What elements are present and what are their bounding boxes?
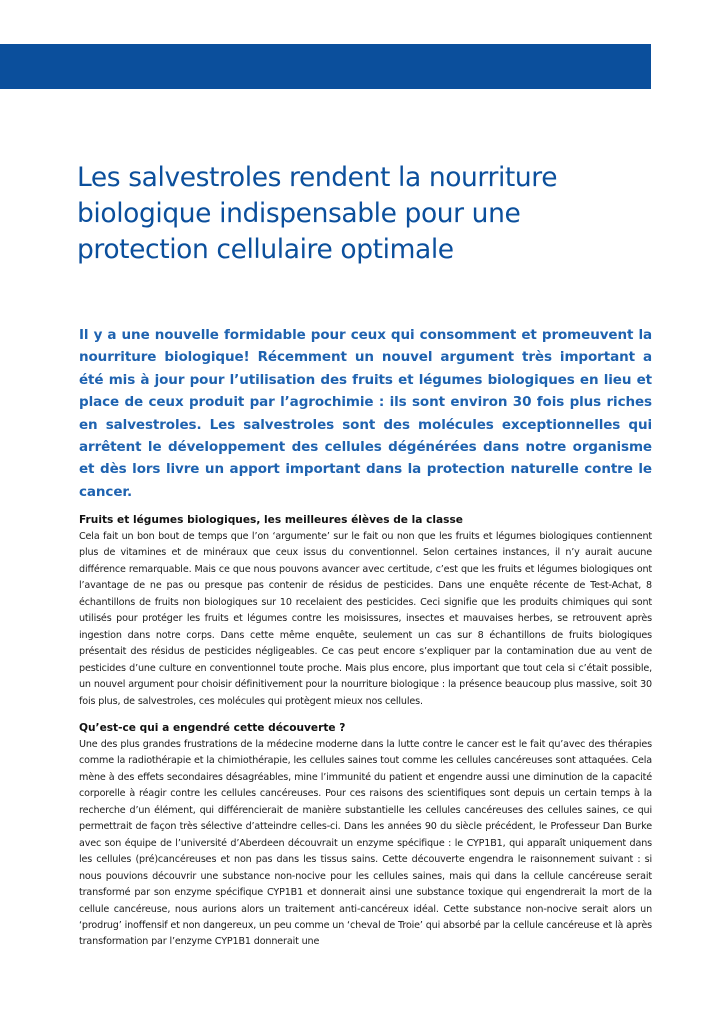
page-title: Les salvestroles rendent la nourriture biologique indispensable pour une protection cellulaire optimale bbox=[77, 162, 558, 265]
section-paragraph: Une des plus grandes frustrations de la médecine moderne dans la lutte contre le cancer est le fait qu’avec des thérapies comme la radiothérapie et la chimiothérapie, les cellules saines tout comme les cellules cancéreuses sont attaquées. Cela mène à des effets secondaires désagréables, mine l’immunité du patient et engendre aussi une diminution de la capacité corporelle à réagir contre les cellules cancéreuses. Pour ces raisons des scientifiques sont depuis un certain temps à la recherche d’un élément, qui différencierait de manière substantielle les cellules cancéreuses des cellules saines, ce qui permettrait de façon très sélective d’atteindre celles-ci. Dans les années 90 du siècle précédent, le Professeur Dan Burke avec son équipe de l’université d’Aberdeen découvrait un enzyme spécifique : le CYP1B1, qui apparaît uniquement dans les cellules (pré)cancéreuses et non pas dans les tissus sains. Cette découverte engendra le raisonnement suivant : si nous pouvions découvrir une substance non-nocive pour les cellules saines, mais qui dans la cellule cancéreuse serait transformé par son enzyme spécifique CYP1B1 et donnerait ainsi une substance toxique qui engendrerait la mort de la cellule cancéreuse, nous aurions alors un traitement anti-cancéreux idéal. Cette substance non-nocive serait alors un ‘prodrug’ inoffensif et non dangereux, un peu comme un ‘cheval de Troie’ qui absorbé par la cellule cancéreuse et là après transformation par l’enzyme CYP1B1 donnerait une bbox=[79, 738, 652, 948]
section-heading: Fruits et légumes biologiques, les meilleures élèves de la classe bbox=[79, 514, 463, 526]
section-heading: Qu’est-ce qui a engendré cette découverte ? bbox=[79, 721, 346, 734]
section-organic-produce bbox=[79, 512, 652, 710]
article-body bbox=[79, 512, 652, 961]
section-discovery bbox=[79, 720, 652, 951]
lead-paragraph: Il y a une nouvelle formidable pour ceux qui consomment et promeuvent la nourriture biologique! Récemment un nouvel argument très important a été mis à jour pour l’utilisation des fruits et légumes biologiques en lieu et place de ceux produit par l’agrochimie : ils sont environ 30 fois plus riches en salvestroles. Les salvestroles sont des molécules exceptionnelles qui arrêtent le développement des cellules dégénérées dans notre organisme et dès lors livre un apport important dans la protection naturelle contre le cancer. bbox=[79, 327, 652, 500]
header-color-band bbox=[0, 44, 651, 89]
section-paragraph: Cela fait un bon bout de temps que l’on ‘argumente’ sur le fait ou non que les fruits et légumes biologiques contiennent plus de vitamines et de minéraux que ceux issus du conventionnel. Selon certaines instances, il n’y aurait aucune différence remarquable. Mais ce que nous pouvons avancer avec certitude, c’est que les fruits et légumes biologiques ont l’avantage de ne pas ou presque pas contenir de résidus de pesticides. Dans une enquête récente de Test-Achat, 8 échantillons de fruits non biologiques sur 10 recelaient des pesticides. Ceci signifie que les produits chimiques qui sont utilisés pour protéger les fruits et légumes contre les moisissures, insectes et mauvaises herbes, se retrouvent après ingestion dans notre corps. Dans cette même enquête, seulement un cas sur 8 échantillons de fruits biologiques présentait des résidus de pesticides négligeables. Ce cas peut encore s’expliquer par la contamination due au vent de pesticides d’une culture en conventionnel toute proche. Mais plus encore, plus important que tout cela si c’était possible, un nouvel argument pour choisir définitivement pour la nourriture biologique : la présence beaucoup plus massive, soit 30 fois plus, de salvestroles, ces molécules qui protègent mieux nos cellules. bbox=[79, 531, 652, 707]
